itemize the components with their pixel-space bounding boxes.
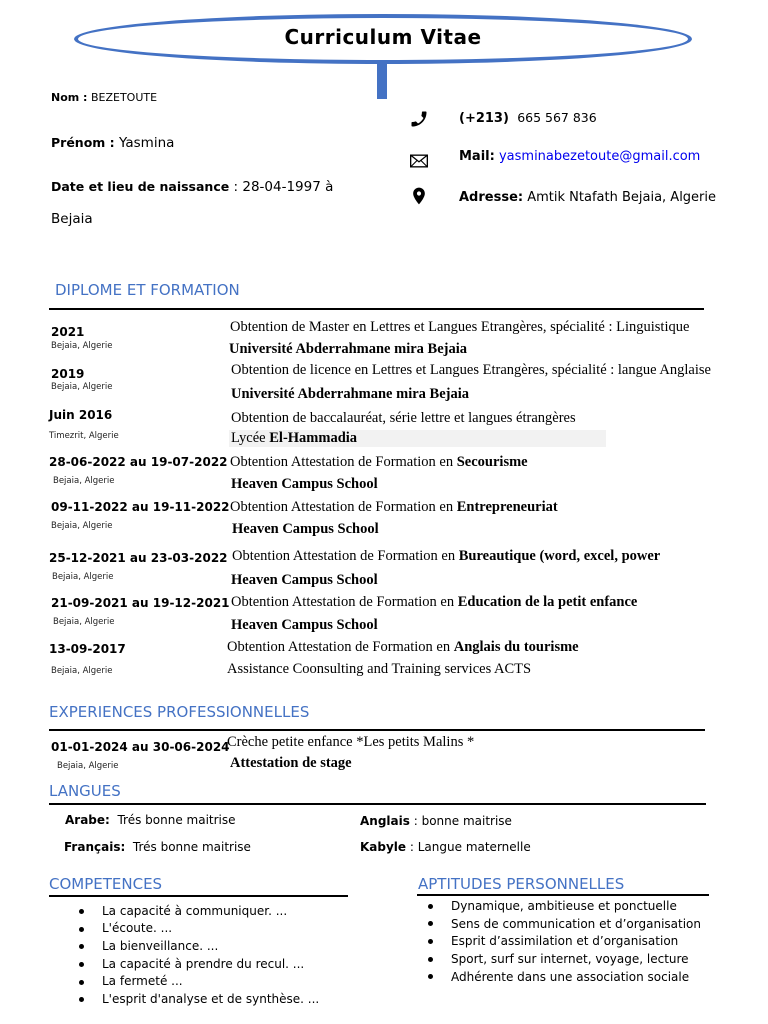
phone-code: (+213)	[459, 111, 509, 126]
bullet	[79, 980, 84, 985]
aptitude-item: Esprit d’assimilation et d’organisation	[451, 934, 679, 948]
experience-title: Crèche petite enfance *Les petits Malins *	[227, 734, 475, 750]
bullet	[79, 909, 84, 914]
institution-prefix: Lycée	[231, 430, 270, 446]
aptitude-item: Sport, surf sur internet, voyage, lecture	[451, 952, 689, 966]
formation-date: 2021	[51, 325, 85, 339]
section-divider	[49, 308, 704, 310]
formation-place: Bejaia, Algerie	[51, 666, 113, 676]
formation-title	[231, 594, 637, 611]
mail-row	[459, 149, 700, 164]
language-level: : Langue maternelle	[409, 840, 531, 854]
language-name: Kabyle	[360, 840, 407, 854]
language-name: Français:	[64, 840, 126, 854]
competence-item: La capacité à communiquer. ...	[102, 904, 288, 918]
location-pin-icon	[409, 186, 429, 206]
formation-date: 25-12-2021 au 23-03-2022	[49, 551, 228, 565]
language-item	[64, 840, 251, 854]
language-name: Anglais	[360, 814, 410, 828]
formation-institution: Heaven Campus School	[231, 617, 378, 633]
formation-place: Bejaia, Algerie	[51, 341, 113, 351]
formation-title	[230, 454, 528, 471]
formation-title-prefix: Obtention Attestation de Formation en	[232, 548, 459, 564]
formation-place: Bejaia, Algerie	[53, 476, 115, 486]
formation-topic: Anglais du tourisme	[453, 639, 579, 655]
formation-place: Bejaia, Algerie	[52, 572, 114, 582]
mail-icon	[409, 151, 429, 171]
formation-title-prefix: Obtention Attestation de Formation en	[230, 499, 457, 515]
competence-item: La capacité à prendre du recul. ...	[102, 957, 305, 971]
formation-title: Obtention de baccalauréat, série lettre et langues étrangères	[231, 410, 576, 426]
formation-date: Juin 2016	[49, 408, 113, 422]
language-name: Arabe:	[65, 813, 110, 827]
formation-topic: Education de la petit enfance	[457, 594, 638, 610]
language-level: Trés bonne maitrise	[117, 813, 236, 827]
formation-date: 09-11-2022 au 19-11-2022	[51, 500, 230, 514]
formation-institution: Assistance Coonsulting and Training services ACTS	[227, 661, 532, 677]
formation-institution: Heaven Campus School	[232, 521, 379, 537]
phone-number: 665 567 836	[517, 110, 597, 125]
formation-place: Bejaia, Algerie	[51, 521, 113, 531]
formation-title	[230, 499, 558, 516]
competence-item: L'écoute. ...	[102, 921, 173, 935]
bullet	[428, 957, 433, 962]
aptitude-item: Adhérente dans une association sociale	[451, 970, 690, 984]
experience-place: Bejaia, Algerie	[57, 761, 119, 771]
phone-row	[459, 110, 597, 126]
formation-date: 21-09-2021 au 19-12-2021	[51, 596, 230, 610]
prenom-row	[51, 135, 174, 151]
naissance-row	[51, 179, 333, 195]
section-title-langues: LANGUES	[49, 782, 121, 800]
aptitude-item: Sens de communication et d’organisation	[451, 917, 702, 931]
formation-institution: Heaven Campus School	[231, 572, 378, 588]
section-title-formation: DIPLOME ET FORMATION	[55, 281, 240, 299]
address-row	[459, 190, 716, 205]
address-label: Adresse:	[459, 190, 524, 205]
formation-date: 28-06-2022 au 19-07-2022	[49, 455, 228, 469]
mail-label: Mail:	[459, 149, 495, 164]
language-level: : bonne maitrise	[413, 814, 512, 828]
section-divider	[49, 729, 705, 731]
language-level: Trés bonne maitrise	[132, 840, 251, 854]
section-divider	[49, 803, 706, 805]
experience-detail: Attestation de stage	[230, 755, 352, 771]
address-value: Amtik Ntafath Bejaia, Algerie	[527, 190, 717, 205]
competence-item: L'esprit d'analyse et de synthèse. ...	[102, 992, 320, 1006]
language-item	[360, 814, 512, 828]
formation-title	[232, 548, 660, 565]
formation-title-prefix: Obtention Attestation de Formation en	[231, 594, 458, 610]
formation-topic: Entrepreneuriat	[456, 499, 558, 515]
formation-place: Bejaia, Algerie	[51, 382, 113, 392]
naissance-value: : 28-04-1997 à	[233, 179, 334, 195]
section-title-experience: EXPERIENCES PROFESSIONNELLES	[49, 703, 310, 721]
formation-title: Obtention de Master en Lettres et Langues Etrangères, spécialité : Linguistique	[230, 319, 690, 335]
formation-date: 13-09-2017	[49, 642, 126, 656]
section-divider	[49, 895, 348, 897]
competence-item: La bienveillance. ...	[102, 939, 219, 953]
formation-date: 2019	[51, 367, 85, 381]
bullet	[428, 939, 433, 944]
naissance-cont: Bejaia	[51, 211, 93, 227]
formation-place: Bejaia, Algerie	[53, 617, 115, 627]
section-title-aptitudes: APTITUDES PERSONNELLES	[418, 875, 625, 893]
prenom-value: Yasmina	[118, 135, 175, 151]
bullet	[428, 921, 433, 926]
section-divider	[417, 894, 709, 896]
formation-place: Timezrit, Algerie	[49, 431, 119, 441]
nom-row	[51, 91, 157, 104]
nom-value: BEZETOUTE	[90, 91, 158, 104]
header-stem	[377, 64, 387, 99]
language-item	[65, 813, 236, 827]
bullet	[79, 927, 84, 932]
bullet	[79, 997, 84, 1002]
formation-topic: Secourisme	[456, 454, 528, 470]
formation-institution: Université Abderrahmane mira Bejaia	[229, 341, 468, 357]
page-title: Curriculum Vitae	[284, 25, 482, 49]
bullet	[79, 944, 84, 949]
institution-name: El-Hammadia	[269, 430, 358, 446]
phone-icon	[409, 109, 429, 129]
competence-item: La fermeté ...	[102, 974, 183, 988]
bullet	[79, 962, 84, 967]
prenom-label: Prénom :	[51, 135, 115, 150]
bullet	[428, 904, 433, 909]
formation-title	[227, 639, 579, 656]
mail-link[interactable]: yasminabezetoute@gmail.com	[498, 149, 701, 164]
formation-institution	[231, 430, 357, 447]
nom-label: Nom :	[51, 91, 88, 104]
language-item	[360, 840, 531, 854]
formation-title-prefix: Obtention Attestation de Formation en	[227, 639, 454, 655]
formation-institution: Université Abderrahmane mira Bejaia	[231, 386, 470, 402]
bullet	[428, 974, 433, 979]
naissance-label: Date et lieu de naissance	[51, 179, 230, 194]
formation-title: Obtention de licence en Lettres et Langues Etrangères, spécialité : langue Anglaise	[231, 362, 711, 378]
formation-title-prefix: Obtention Attestation de Formation en	[230, 454, 457, 470]
section-title-competences: COMPETENCES	[49, 875, 163, 893]
formation-institution: Heaven Campus School	[231, 476, 378, 492]
aptitude-item: Dynamique, ambitieuse et ponctuelle	[451, 899, 677, 913]
experience-date: 01-01-2024 au 30-06-2024	[51, 740, 230, 754]
formation-topic: Bureautique (word, excel, power	[458, 548, 661, 564]
